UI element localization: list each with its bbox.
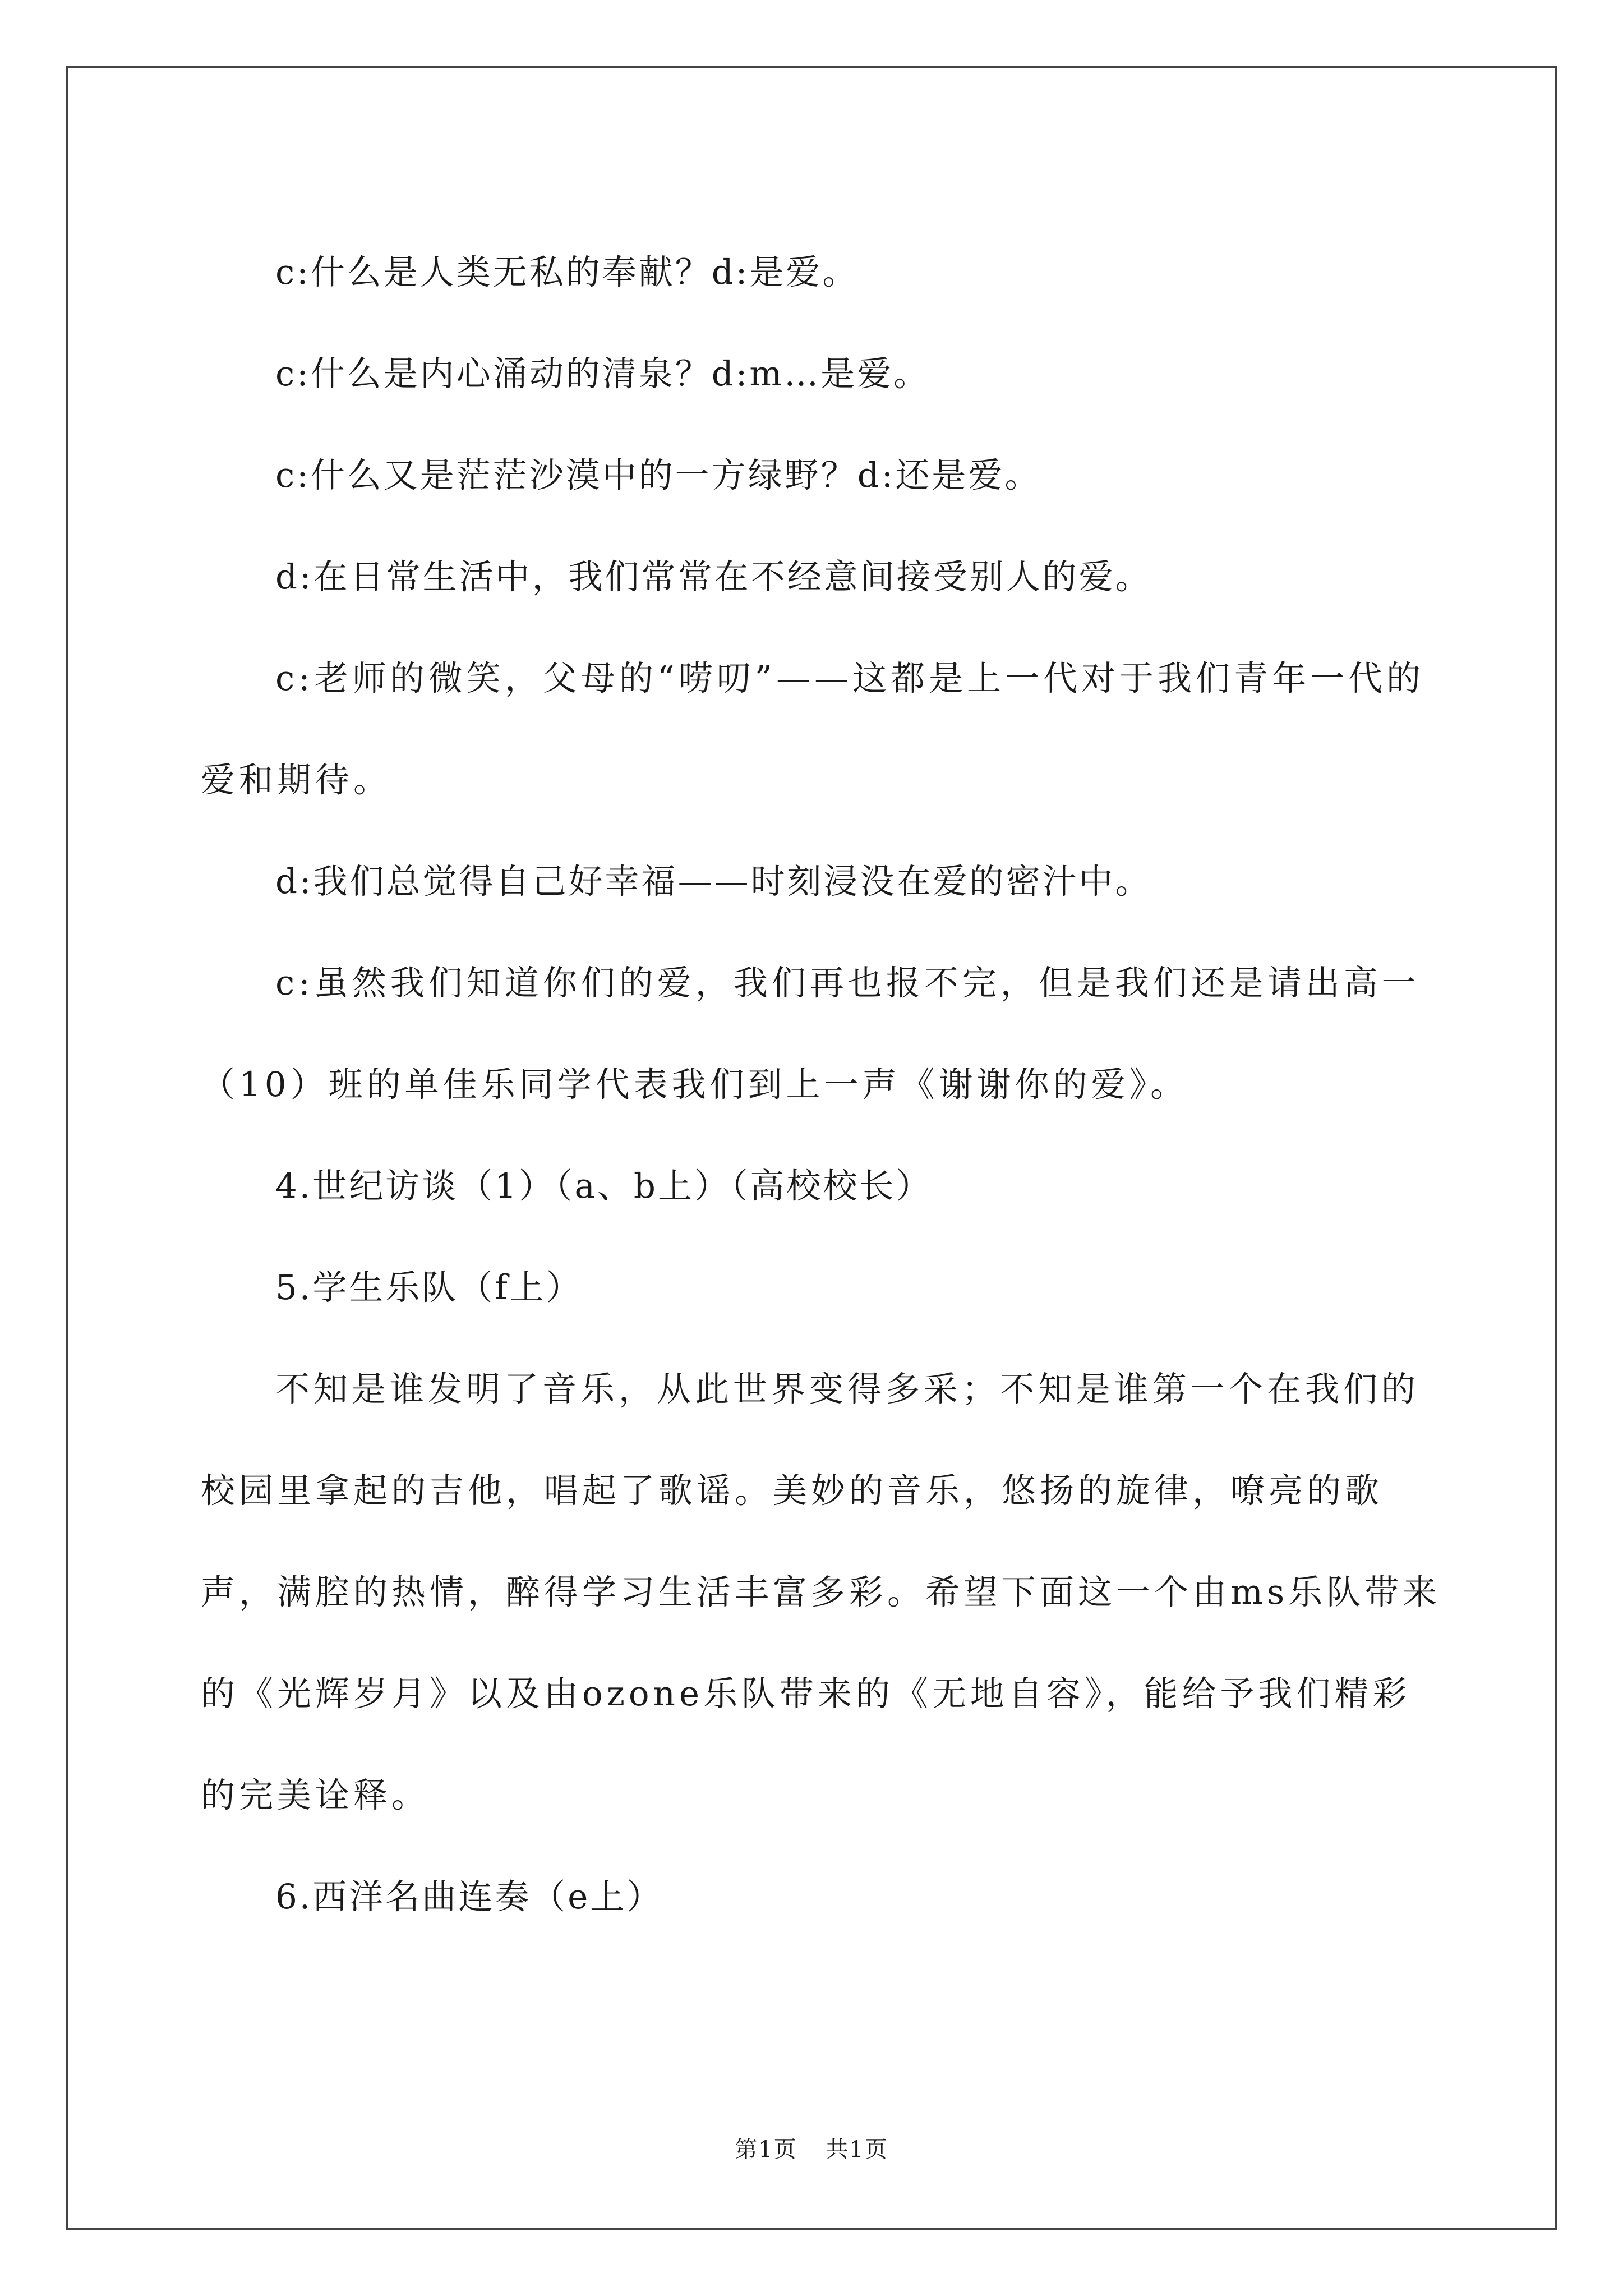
paragraph: 5.学生乐队（f上）	[275, 1268, 583, 1308]
paragraph: d:我们总觉得自己好幸福——时刻浸没在爱的密汁中。	[275, 862, 1152, 901]
paragraph: 不知是谁发明了音乐，从此世界变得多采；不知是谁第一个在我们的校园里拿起的吉他，唱起了歌谣。美妙的音乐，悠扬的旋律，嘹亮的歌声，满腔的热情，醉得学习生活丰富多彩。希望下面这一个由ms乐队带来的《光辉岁月》以及由ozone乐队带来的《无地自容》，能给予我们精彩的完美诠释。	[201, 1369, 1441, 1815]
page-total: 共1页	[826, 2137, 888, 2162]
paragraph: 6.西洋名曲连奏（e上）	[275, 1877, 663, 1917]
paragraph: c:什么是人类无私的奉献？d:是爱。	[275, 252, 859, 292]
paragraph: c:虽然我们知道你们的爱，我们再也报不完，但是我们还是请出高一（10）班的单佳乐同学代表我们到上一声《谢谢你的爱》。	[201, 963, 1420, 1105]
paragraph: c:什么是内心涌动的清泉？d:m…是爱。	[275, 354, 930, 394]
paragraph: d:在日常生活中，我们常常在不经意间接受别人的爱。	[275, 557, 1152, 597]
page-number: 第1页	[735, 2137, 797, 2162]
paragraph: 4.世纪访谈（1）（a、b上）（高校校长）	[275, 1166, 933, 1206]
paragraph: c:老师的微笑，父母的“唠叨”——这都是上一代对于我们青年一代的爱和期待。	[201, 659, 1425, 800]
page-footer	[0, 2132, 1623, 2164]
paragraph: c:什么又是茫茫沙漠中的一方绿野？d:还是爱。	[275, 455, 1041, 495]
document-body	[201, 222, 1443, 1948]
